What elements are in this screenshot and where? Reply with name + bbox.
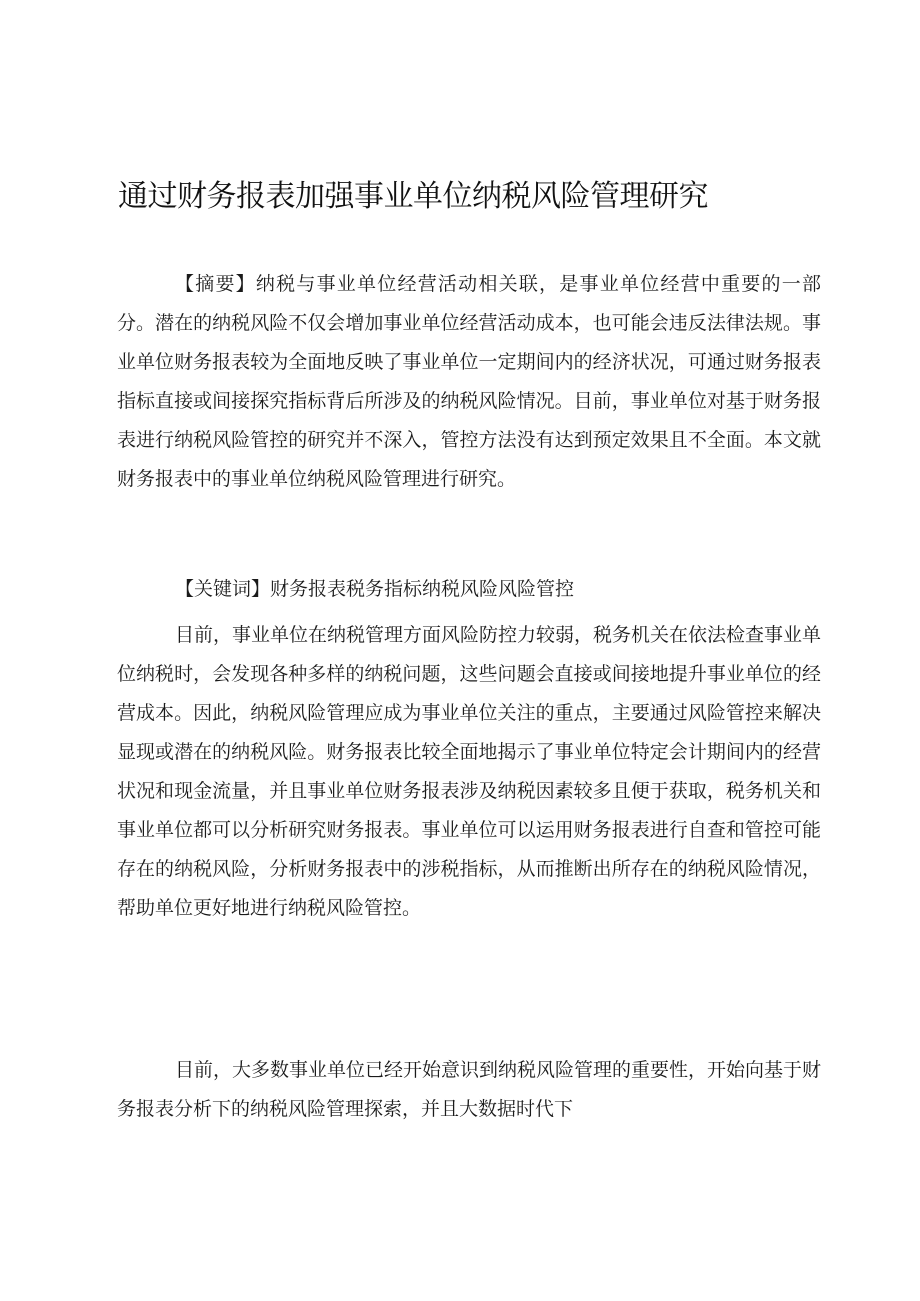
body-paragraph-2: 目前，大多数事业单位已经开始意识到纳税风险管理的重要性，开始向基于财务报表分析下的纳税风险管理探索，并且大数据时代下 [117, 1059, 822, 1120]
body-section-2 [117, 1051, 821, 1129]
keywords-text: 财务报表税务指标纳税风险风险管控 [270, 578, 575, 600]
body-section-1 [117, 616, 821, 928]
keywords-section [117, 570, 821, 609]
body-paragraph-1: 目前，事业单位在纳税管理方面风险防控力较弱，税务机关在依法检查事业单位纳税时，会发现各种多样的纳税问题，这些问题会直接或间接地提升事业单位的经营成本。因此，纳税风险管理应成为事业单位关注的重点，主要通过风险管控来解决显现或潜在的纳税风险。财务报表比较全面地揭示了事业单位特定会计期间内的经营状况和现金流量，并且事业单位财务报表涉及纳税因素较多且便于获取，税务机关和事业单位都可以分析研究财务报表。事业单位可以运用财务报表进行自查和管控可能存在的纳税风险，分析财务报表中的涉税指标，从而推断出所存在的纳税风险情况，帮助单位更好地进行纳税风险管控。 [117, 624, 822, 919]
keywords-paragraph [117, 570, 821, 609]
abstract-text: 纳税与事业单位经营活动相关联，是事业单位经营中重要的一部分。潜在的纳税风险不仅会增加事业单位经营活动成本，也可能会违反法律法规。事业单位财务报表较为全面地反映了事业单位一定期间内的经济状况，可通过财务报表指标直接或间接探究指标背后所涉及的纳税风险情况。目前，事业单位对基于财务报表进行纳税风险管控的研究并不深入，管控方法没有达到预定效果且不全面。本文就财务报表中的事业单位纳税风险管理进行研究。 [117, 273, 821, 490]
document-title: 通过财务报表加强事业单位纳税风险管理研究 [118, 179, 708, 214]
abstract-label: 【摘要】 [175, 273, 256, 295]
keywords-label: 【关键词】 [175, 578, 271, 600]
abstract-section [117, 265, 821, 499]
abstract-paragraph [117, 265, 821, 499]
